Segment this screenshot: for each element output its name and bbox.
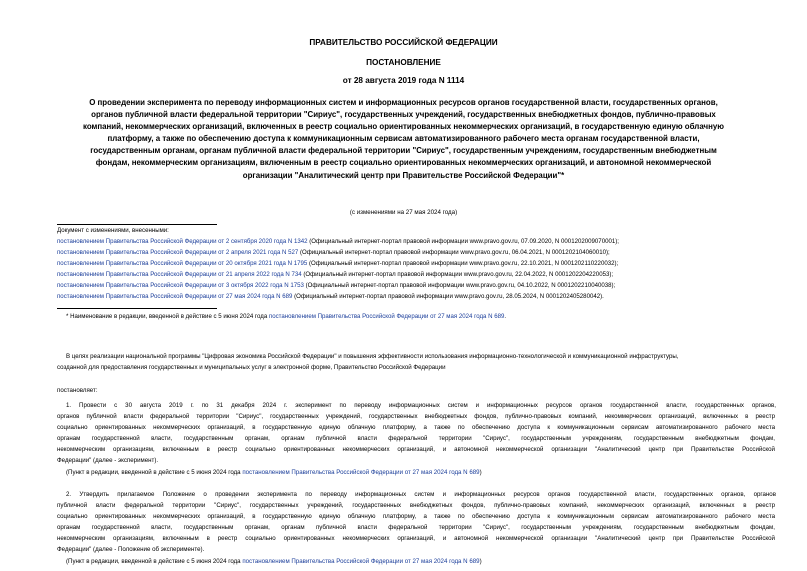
title-line: организации "Аналитический центр при Правительстве Российской Федерации"*: [242, 170, 565, 180]
note-text: (Пункт в редакции, введенной в действие с 5 июня 2024 года: [66, 558, 243, 565]
point1-note: [66, 469, 482, 476]
point2-line: [57, 535, 775, 542]
amendment-link[interactable]: постановлением Правительства Российской Федерации от 3 октября 2022 года N 1753: [57, 282, 304, 289]
note-link[interactable]: постановлением Правительства Российской Федерации от 27 мая 2024 года N 689: [242, 558, 480, 565]
point2-text: 2. Утвердить прилагаемое Положение о проведении эксперимента по переводу информационных систем и информационных ресурсов органов государственной власти, государственных органов, органов: [66, 491, 776, 498]
amendments-intro: Документ с изменениями, внесенными:: [57, 227, 169, 234]
document-type: ПОСТАНОВЛЕНИЕ: [366, 58, 441, 67]
decides-label: постановляет:: [57, 387, 98, 394]
point2-line: [66, 491, 776, 498]
amendment-item: [57, 238, 619, 245]
point2-text: публичной власти федеральной территории "Сириус", государственных учреждений, государственных внебюджетных фондов, публично-правовых компаний, некоммерческих организаций, включенных в реестр: [57, 502, 775, 509]
amendment-item: [57, 282, 615, 289]
point2-text: некоммерческим организациям, включенным в реестр социально ориентированных некоммерческих организаций, и автономной некоммерческой организации "Аналитический центр при Правительстве Российской: [57, 535, 775, 542]
footnote-end: .: [504, 313, 507, 320]
amendment-source: (Официальный интернет-портал правовой информации www.pravo.gov.ru, 28.05.2024, N 0001202405280042).: [292, 293, 604, 300]
amendment-link[interactable]: постановлением Правительства Российской Федерации от 21 апреля 2022 года N 734: [57, 271, 302, 278]
revision-date: (с изменениями на 27 мая 2024 года): [349, 209, 458, 216]
title-line: органов публичной власти федеральной территории "Сириус", государственных учреждений, государственных внебюджетных фондов, публично-правовых: [91, 110, 716, 120]
amendment-link[interactable]: постановлением Правительства Российской Федерации от 27 мая 2024 года N 689: [57, 293, 293, 300]
note-end: ): [479, 558, 482, 565]
point1-text: органов публичной власти федеральной территории "Сириус", государственных учреждений, государственных внебюджетных фондов, публично-правовых компаний, некоммерческих организаций, включенных в реестр: [57, 413, 775, 420]
point1-line: [57, 446, 775, 453]
point2-text: органам государственной власти, государственным органам, органам публичной власти федеральной территории "Сириус", государственным учреждениям, государственным внебюджетным фондам,: [57, 524, 775, 531]
title-line: О проведении эксперимента по переводу информационных систем и информационных ресурсов органов государственной власти, государственных органов,: [89, 98, 718, 107]
point2-text: социально ориентированных некоммерческих организаций, в государственную единую облачную платформу, а также по обеспечению доступа к коммуникационным сервисам автоматизированного рабочего места: [57, 513, 775, 520]
point1-text: социально ориентированных некоммерческих организаций, в государственную единую облачную платформу, а также по обеспечению доступа к коммуникационным сервисам автоматизированного рабочего места: [57, 424, 775, 431]
point1-text: 1. Провести с 30 августа 2019 г. по 31 декабря 2024 г. эксперимент по переводу информационных систем и информационных ресурсов органов государственной власти, государственных органов,: [66, 402, 776, 409]
title-line: государственным органам, органам публичной власти федеральной территории "Сириус", государственным учреждениям, государственным внебюджетным: [90, 146, 717, 156]
point1-line: [57, 413, 775, 420]
amendment-item: [57, 271, 613, 278]
point1-text: органам государственной власти, государственным органам, органам публичной власти федеральной территории "Сириус", государственным учреждениям, государственным внебюджетным фондам,: [57, 435, 775, 442]
point2-note: [66, 558, 482, 565]
point1-text: некоммерческим организациям, включенным в реестр социально ориентированных некоммерческих организаций, и автономной некоммерческой организации "Аналитический центр при Правительстве Российской: [57, 446, 775, 453]
note-text: (Пункт в редакции, введенной в действие с 5 июня 2024 года: [66, 469, 243, 476]
footnote-text: * Наименование в редакции, введенной в действие с 5 июня 2024 года: [66, 313, 269, 320]
point2-line: [57, 513, 775, 520]
title-line: платформу, а также по обеспечению доступа к коммуникационным сервисам автоматизированного рабочего места органам государственной власти,: [107, 134, 700, 144]
point2-line: [57, 524, 775, 531]
title-line: фондам, некоммерческим организациям, включенным в реестр социально ориентированных некоммерческих организаций, и автономной некоммерческой: [95, 158, 712, 168]
point1-line: [57, 435, 775, 442]
point1-line: Федерации" (далее - эксперимент).: [57, 457, 159, 464]
point1-line: [66, 402, 776, 409]
footnote: [66, 313, 506, 320]
note-end: ): [479, 469, 482, 476]
footnote-link[interactable]: постановлением Правительства Российской Федерации от 27 мая 2024 года N 689: [268, 313, 505, 320]
amendment-item: [57, 293, 604, 300]
divider: [57, 224, 217, 225]
divider: [57, 308, 217, 309]
amendment-source: (Официальный интернет-портал правовой информации www.pravo.gov.ru, 04.10.2022, N 0001202210040038);: [303, 282, 616, 289]
point2-line: Федерации" (далее - Положение об эксперименте).: [57, 546, 205, 553]
preamble-line: В целях реализации национальной программы "Цифровая экономика Российской Федерации" и повышения эффективности использования информационно-технологической и коммуникационной инфраструктуры,: [66, 353, 679, 360]
amendment-link[interactable]: постановлением Правительства Российской Федерации от 2 сентября 2020 года N 1342: [57, 238, 308, 245]
amendment-item: [57, 249, 610, 256]
amendment-source: (Официальный интернет-портал правовой информации www.pravo.gov.ru, 07.09.2020, N 0001202009070001);: [307, 238, 619, 245]
amendment-source: (Официальный интернет-портал правовой информации www.pravo.gov.ru, 06.04.2021, N 0001202104060010);: [298, 249, 610, 256]
note-link[interactable]: постановлением Правительства Российской Федерации от 27 мая 2024 года N 689: [242, 469, 480, 476]
preamble-line: созданной для предоставления государственных и муниципальных услуг в электронной форме, Правительство Российской Федерации: [57, 364, 446, 371]
point2-line: [57, 502, 775, 509]
title-line: компаний, некоммерческих организаций, включенных в реестр социально ориентированных некоммерческих организаций, в государственную единую облачную: [82, 122, 724, 132]
amendment-item: [57, 260, 618, 267]
document-title: [48, 97, 759, 182]
amendment-source: (Официальный интернет-портал правовой информации www.pravo.gov.ru, 22.10.2021, N 0001202110220032);: [307, 260, 619, 267]
government-name: ПРАВИТЕЛЬСТВО РОССИЙСКОЙ ФЕДЕРАЦИИ: [309, 38, 498, 47]
amendment-link[interactable]: постановлением Правительства Российской Федерации от 20 октября 2021 года N 1795: [57, 260, 308, 267]
document-date-number: от 28 августа 2019 года N 1114: [342, 76, 465, 85]
point1-line: [57, 424, 775, 431]
amendment-source: (Официальный интернет-портал правовой информации www.pravo.gov.ru, 22.04.2022, N 0001202204220053);: [301, 271, 614, 278]
amendment-link[interactable]: постановлением Правительства Российской Федерации от 2 апреля 2021 года N 527: [57, 249, 299, 256]
